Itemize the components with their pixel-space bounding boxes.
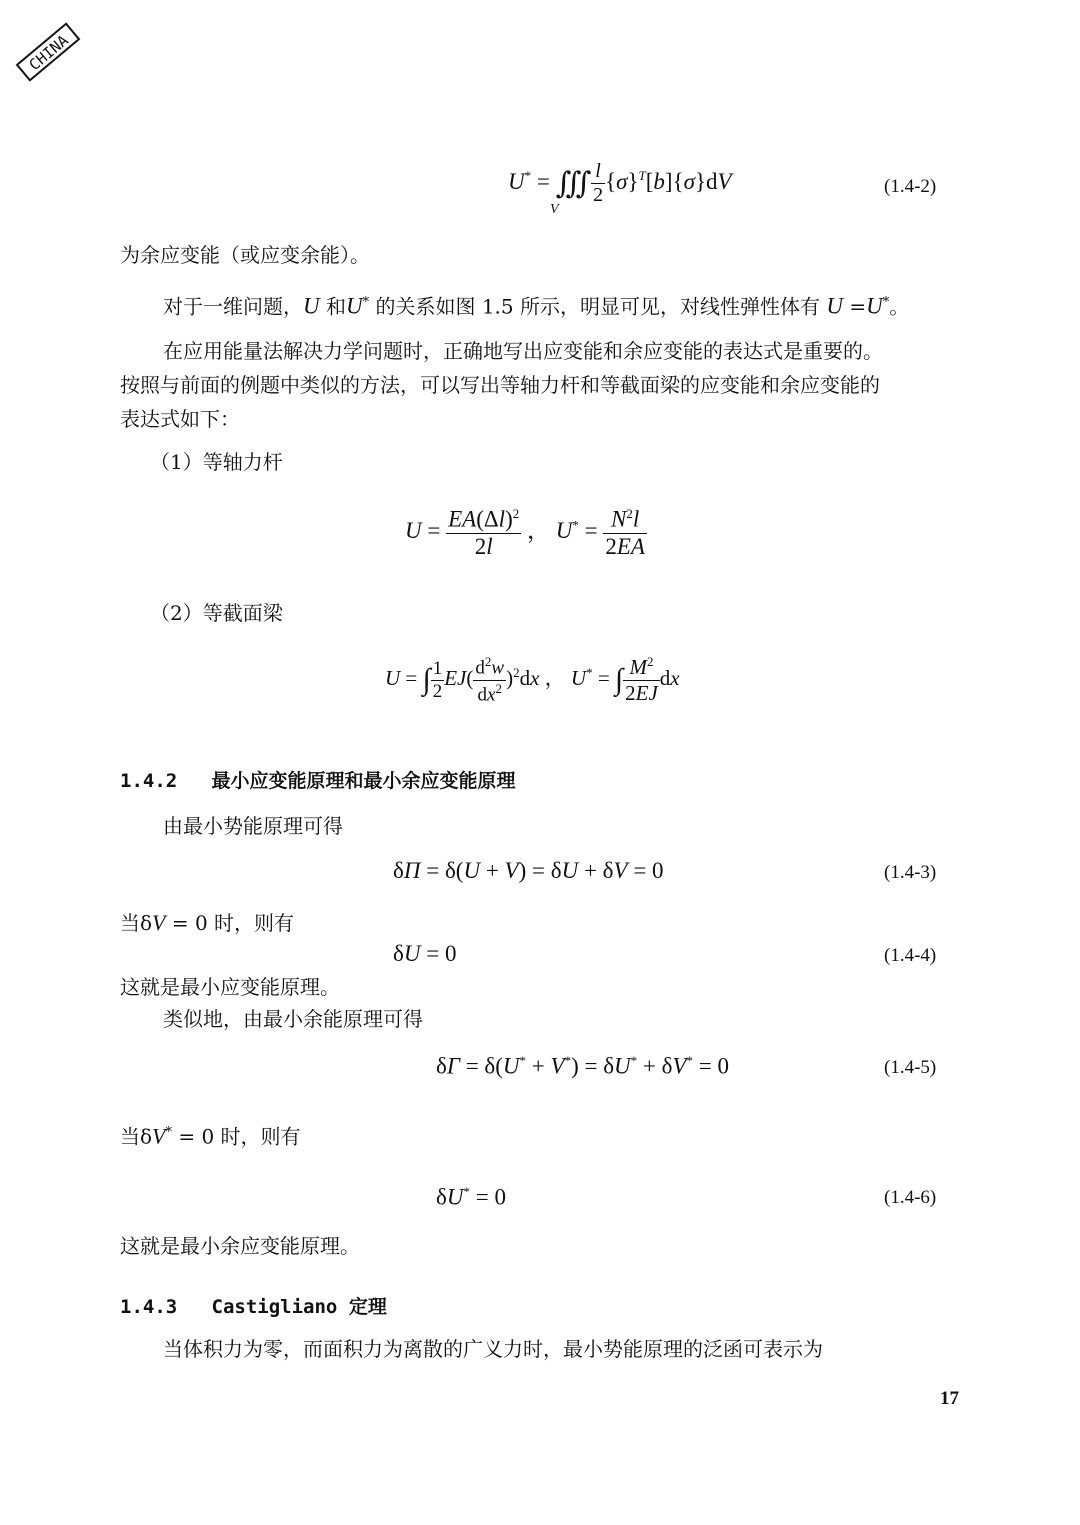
- paragraph: 类似地，由最小余能原理可得: [163, 1007, 423, 1031]
- section-title-cn: 定理: [348, 1296, 387, 1318]
- equation-number: (1.4-3): [884, 862, 937, 883]
- equation-number: (1.4-4): [884, 945, 937, 966]
- list-item: （1）等轴力杆: [150, 450, 283, 474]
- svg-text:CHINA: CHINA: [25, 31, 72, 75]
- section-number: 1.4.3: [120, 1296, 178, 1318]
- equation-number: (1.4-6): [884, 1187, 937, 1208]
- page-number: 17: [940, 1388, 959, 1409]
- equation-1-4-6: δU* = 0: [436, 1184, 506, 1210]
- paragraph: 当δV* = 0 时，则有: [120, 1123, 301, 1149]
- paragraph: 当δV = 0 时，则有: [120, 910, 295, 935]
- equation-beam-energy: U = ∫ $\frac{1}{2}$ EJ( $\frac{d^2w}{dx^2}$ )$^2$dx ， U* = ∫ $\frac{M^2}{2EJ}$ dx: [385, 654, 680, 705]
- section-heading: [120, 1292, 387, 1319]
- paragraph-line: 在应用能量法解决力学问题时，正确地写出应变能和余应变能的表达式是重要的。: [163, 339, 883, 363]
- section-heading: [120, 766, 516, 793]
- equation-1-4-3: δΠ = δ(U + V) = δU + δV = 0: [393, 858, 664, 883]
- equation-1-4-2: U* = ∭ $\frac{l}{2}$ $\{\sigma\}^T[b]\{\sigma\}dV$ V: [508, 160, 732, 217]
- paragraph: 当体积力为零，而面积力为离散的广义力时，最小势能原理的泛函可表示为: [163, 1337, 823, 1361]
- paragraph-line: 按照与前面的例题中类似的方法，可以写出等轴力杆和等截面梁的应变能和余应变能的: [120, 373, 880, 397]
- paragraph: 由最小势能原理可得: [163, 814, 343, 838]
- equation-number: (1.4-5): [884, 1057, 937, 1078]
- equation-1-4-4: δU = 0: [393, 941, 457, 966]
- section-number: 1.4.2: [120, 770, 178, 792]
- equation-bar-energy: U = $\frac{EA(\Delta l)^2}{2l}$ ， U* = $\frac{N^2l}{2EA}$: [405, 506, 645, 559]
- section-title-latin: Castigliano: [211, 1296, 338, 1318]
- section-title: 最小应变能原理和最小余应变能原理: [211, 770, 516, 792]
- paragraph: 这就是最小应变能原理。: [120, 975, 340, 999]
- paragraph: 对于一维问题，U 和U* 的关系如图 1.5 所示，明显可见，对线性弹性体有 U =U*。: [163, 293, 910, 319]
- equation-1-4-5: δΓ = δ(U* + V*) = δU* + δV* = 0: [436, 1053, 730, 1079]
- china-stamp: [8, 22, 88, 82]
- paragraph: 为余应变能（或应变余能）。: [120, 243, 370, 267]
- paragraph-line: 表达式如下：: [120, 407, 240, 431]
- equation-number: (1.4-2): [884, 176, 937, 197]
- paragraph: 这就是最小余应变能原理。: [120, 1234, 360, 1258]
- list-item: （2）等截面梁: [150, 601, 283, 625]
- china-stamp-graphic: [8, 22, 88, 82]
